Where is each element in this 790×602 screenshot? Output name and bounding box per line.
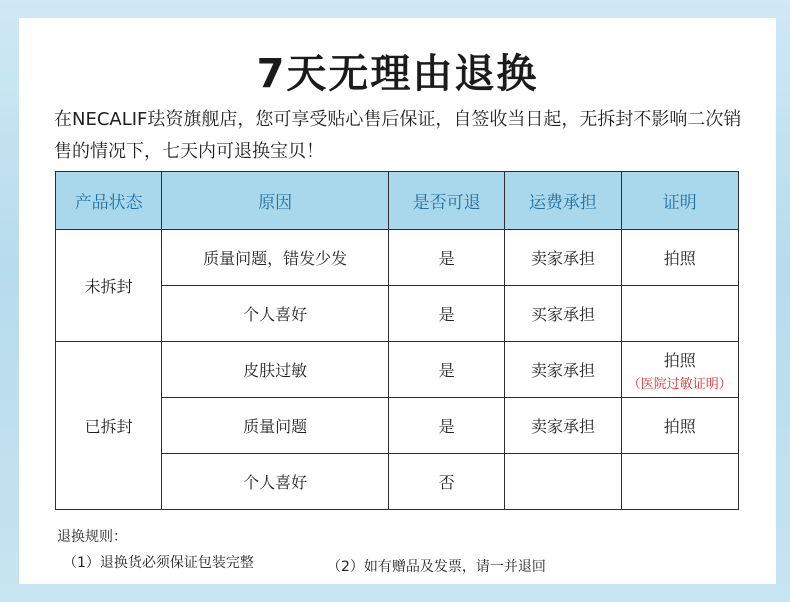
returnable-cell: 否	[389, 454, 505, 510]
status-cell-opened: 已拆封	[56, 342, 162, 510]
proof-cell: 拍照	[621, 230, 738, 286]
header-reason: 原因	[162, 172, 389, 230]
table-row	[56, 230, 739, 286]
shipping-cell: 卖家承担	[505, 342, 621, 398]
proof-cell	[621, 342, 738, 398]
returnable-cell: 是	[389, 286, 505, 342]
proof-cell	[621, 454, 738, 510]
shipping-cell: 卖家承担	[505, 398, 621, 454]
policy-card	[19, 18, 776, 584]
rules-title: 退换规则：	[57, 529, 127, 545]
proof-note: （医院过敏证明）	[627, 376, 732, 392]
status-cell-unopened: 未拆封	[56, 230, 162, 342]
header-proof: 证明	[621, 172, 738, 230]
return-policy-table	[55, 171, 739, 510]
proof-cell	[621, 286, 738, 342]
intro-text: 在NECALIF珐资旗舰店，您可享受贴心售后保证，自签收当日起，无拆封不影响二次销售的情况下，七天内可退换宝贝！	[54, 109, 742, 162]
table-row	[56, 342, 739, 398]
reason-cell: 质量问题	[162, 398, 389, 454]
header-status: 产品状态	[56, 172, 162, 230]
rule-item: （2）如有赠品及发票，请一并退回	[327, 559, 546, 575]
proof-cell: 拍照	[621, 398, 738, 454]
page-title: 7天无理由退换	[256, 51, 539, 97]
reason-cell: 个人喜好	[162, 286, 389, 342]
rule-item: （1）退换货必须保证包装完整	[63, 555, 254, 571]
returnable-cell: 是	[389, 398, 505, 454]
returnable-cell: 是	[389, 342, 505, 398]
table-header-row	[56, 172, 739, 230]
shipping-cell: 卖家承担	[505, 230, 621, 286]
reason-cell: 质量问题，错发少发	[162, 230, 389, 286]
reason-cell: 皮肤过敏	[162, 342, 389, 398]
header-shipping: 运费承担	[505, 172, 621, 230]
shipping-cell: 买家承担	[505, 286, 621, 342]
reason-cell: 个人喜好	[162, 454, 389, 510]
proof-text: 拍照	[663, 350, 696, 370]
shipping-cell	[505, 454, 621, 510]
header-returnable: 是否可退	[389, 172, 505, 230]
returnable-cell: 是	[389, 230, 505, 286]
